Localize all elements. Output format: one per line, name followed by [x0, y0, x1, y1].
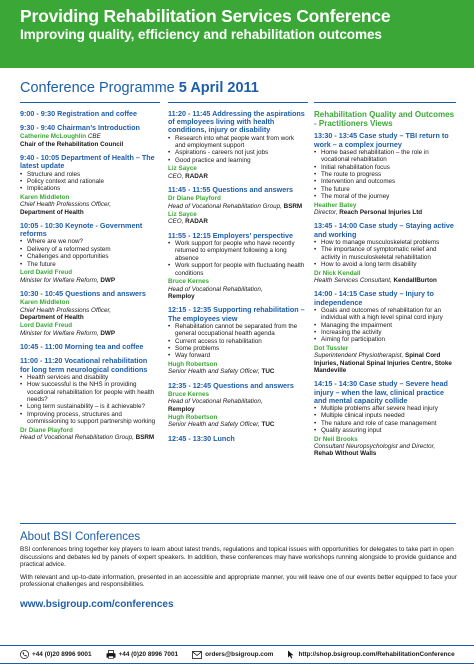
speaker-role-line: [168, 203, 306, 210]
speaker-name-line: [168, 165, 306, 172]
topic-item: • Good practice and learning: [168, 157, 306, 164]
speaker-organisation: Chair of the Rehabilitation Council: [20, 140, 124, 148]
speaker-role-line: [314, 443, 456, 450]
session-title: 10:05 - 10:30 Keynote - Government reforms: [20, 221, 143, 239]
speaker-organisation: BSRM: [281, 202, 303, 210]
programme-session: [20, 290, 158, 337]
speaker-name-line: [20, 427, 158, 434]
speaker-name: Hugh Robertson: [168, 414, 218, 421]
speaker-organisation: BSRM: [133, 434, 155, 441]
programme-session: [168, 382, 306, 429]
topic-item: • How to avoid a long term disability: [314, 261, 456, 268]
phone-number: +44 (0)20 8996 9001: [32, 651, 92, 658]
email-icon: [192, 651, 202, 659]
topic-item: • How to manage musculoskeletal problems: [314, 239, 456, 246]
speaker-name-line: [20, 194, 158, 201]
speaker-name: Dr Nick Kendall: [314, 269, 361, 277]
conference-header: [0, 0, 474, 68]
speaker-role-line: [20, 434, 158, 441]
topic-item: • Improving process, structures and commissioning to support partnership working: [20, 411, 158, 426]
speaker: [20, 133, 158, 148]
speaker-name-line: [314, 202, 456, 209]
topic-item: • Managing the impairment: [314, 322, 456, 329]
about-paragraph-1: BSI conferences bring together key players to learn about latest trends, regulations and topical issues with opportunities for delegates to take part in open discussions and debates led by panels of expert speakers. In addition, these conferences may have workshops running alongside to provide guidance and practical advice.: [20, 546, 457, 569]
speaker-organisation: RADAR: [183, 218, 208, 226]
topic-item: • Home based rehabilitation – the role in vocational rehabilitation: [314, 149, 456, 164]
speaker-name: Dr Diane Playford: [168, 195, 221, 203]
programme-column-2: [168, 110, 306, 449]
column-rule: [314, 102, 456, 103]
speaker-organisation: DWP: [98, 329, 116, 337]
programme-session: [20, 343, 158, 351]
programme-column-3: [314, 110, 456, 464]
speaker-name-line: [168, 278, 306, 285]
speaker-role: Chief Health Professions Officer,: [20, 306, 111, 314]
session-title: 9:40 - 10:05 Department of Health – The latest update: [20, 153, 155, 171]
session-title: 12:45 - 13:30 Lunch: [168, 433, 235, 443]
speaker: [314, 270, 456, 285]
topic-item: • Way forward: [168, 352, 306, 359]
topic-item: • Where are we now?: [20, 238, 158, 245]
programme-session: [20, 222, 158, 284]
session-title: 11:55 - 12:15 Employers’ perspective: [168, 230, 294, 240]
programme-session: [20, 154, 158, 216]
fax-icon: [106, 650, 116, 659]
speaker-role: Minister for Welfare Reform,: [20, 276, 99, 284]
topic-item: • The future: [20, 261, 158, 268]
session-title: 13:45 - 14:00 Case study – Staying active and working: [314, 221, 454, 239]
topic-item: • Structure and roles: [20, 171, 158, 178]
column-rule: [168, 102, 308, 103]
topic-item: • Current access to rehabilitation: [168, 338, 306, 345]
speaker: [168, 391, 306, 413]
speaker: [168, 211, 306, 226]
session-title: 12:15 - 12:35 Supporting rehabilitation – The employees view: [168, 305, 305, 323]
session-title: 9:00 - 9:30 Registration and coffee: [20, 109, 138, 118]
speaker: [168, 195, 306, 210]
fax-number: +44 (0)20 8996 7001: [118, 651, 179, 658]
programme-session: [20, 124, 158, 148]
speaker-organisation: Remploy: [168, 405, 195, 413]
speaker-name: Liz Sayce: [168, 165, 197, 173]
session-topics: [314, 307, 456, 344]
speaker-role-line: [168, 398, 306, 405]
speaker: [168, 165, 306, 180]
email-contact[interactable]: [192, 651, 273, 659]
topic-item: • Research into what people want from work and employment support: [168, 135, 306, 150]
speaker-name: Lord David Freud: [20, 269, 73, 277]
column-rule: [20, 102, 160, 103]
session-title: 14:00 - 14:15 Case study – Injury to independence: [314, 289, 434, 307]
speaker: [168, 414, 306, 429]
fax-contact[interactable]: [106, 650, 179, 659]
contact-footer: [0, 645, 474, 664]
programme-session: [314, 222, 456, 284]
speaker-role: Head of Vocational Rehabilitation Group,: [20, 434, 134, 441]
speaker-role: Minister for Welfare Reform,: [20, 329, 99, 337]
topic-item: • Work support for people with fluctuating health conditions: [168, 262, 306, 277]
track-sessions: [314, 132, 456, 457]
topic-item: • Aiming for participation: [314, 336, 456, 343]
speaker-organisation: Department of Health: [20, 313, 84, 321]
session-title: 9:30 - 9:40 Chairman’s Introduction: [20, 123, 140, 133]
topic-item: • How successful is the NHS in providing vocational rehabilitation for people with health needs?: [20, 381, 158, 403]
speaker-name: Catherine McLoughlin: [20, 133, 87, 141]
programme-session: [20, 110, 158, 118]
speaker-name-line: [168, 414, 306, 421]
topic-item: • Increasing the activity: [314, 329, 456, 336]
about-paragraph-2: With relevant and up-to-date information, presented in an accessible and appropriate manner, you will leave one of our events better equipped to face your professional challenges and responsibilities.: [20, 573, 457, 589]
topic-item: • The route to progress: [314, 171, 456, 178]
programme-session: [168, 186, 306, 226]
speaker-name: Hugh Robertson: [168, 360, 218, 368]
topic-item: • Health services and disability: [20, 374, 158, 381]
topic-item: • Work support for people who have recently returned to employment following a long absence: [168, 240, 306, 262]
speaker: [314, 436, 456, 458]
speaker-role: CEO,: [168, 218, 184, 226]
programme-column-1: [20, 110, 158, 447]
speaker-name: Heather Batey: [314, 201, 357, 209]
speaker-organisation: Spinal Cord Injuries, National Spinal Injuries Centre, Stoke Mandeville: [314, 352, 452, 374]
speaker-name: Lord David Freud: [20, 322, 73, 330]
speaker-role-line: [314, 352, 456, 374]
speaker-name: Bruce Kernes: [168, 390, 209, 398]
section-rule: [20, 523, 456, 524]
speaker-organisation: Department of Health: [20, 208, 84, 216]
speaker-name: Dr Neil Brooks: [314, 435, 358, 443]
session-topics: [314, 239, 456, 269]
session-topics: [314, 405, 456, 435]
topic-item: • The future: [314, 186, 456, 193]
speaker: [20, 269, 158, 284]
session-topics: [168, 323, 306, 360]
session-title: 13:30 - 13:45 Case study – TBI return to work – a complex journey: [314, 131, 449, 149]
speaker-role-line: [168, 173, 306, 180]
speaker-role: Consultant Neuropsychologist and Director,: [314, 443, 436, 451]
speaker-honour: CBE: [86, 133, 101, 141]
speaker-name-line: [314, 436, 456, 443]
web-address: http://shop.bsigroup.com/RehabilitationConference: [298, 651, 455, 658]
speaker-role-line: [168, 368, 306, 375]
conferences-link[interactable]: www.bsigroup.com/conferences: [20, 599, 174, 610]
speaker-role-line: [168, 218, 306, 225]
programme-session: [20, 357, 158, 441]
email-address: orders@bsigroup.com: [205, 651, 274, 658]
speaker-role: Head of Vocational Rehabilitation Group,: [168, 202, 282, 210]
speaker-organisation: RADAR: [183, 172, 208, 180]
speaker-name-line: [20, 299, 158, 306]
speaker-role-line: [20, 307, 158, 314]
programme-session: [314, 132, 456, 216]
speaker-name-line: [314, 270, 456, 277]
programme-session: [168, 110, 306, 180]
session-title: 11:20 - 11:45 Addressing the aspirations of employees living with health conditions, injury or disability: [168, 109, 305, 135]
speaker-role: Superintendent Physiotherapist,: [314, 352, 404, 360]
session-topics: [20, 238, 158, 268]
speaker-organisation: KendallBurton: [391, 276, 437, 284]
topic-item: • Delivery of a reformed system: [20, 246, 158, 253]
speaker-role: Senior Health and Safety Officer,: [168, 421, 260, 429]
session-title: 10:30 - 10:45 Questions and answers: [20, 288, 146, 298]
topic-item: • Rehabilitation cannot be separated from the general occupational health agenda: [168, 323, 306, 338]
topic-item: • The importance of symptomatic relief and activity in musculoskeletal rehabilitation: [314, 246, 456, 261]
speaker-role: Director,: [314, 209, 338, 217]
topic-item: • The moral of the journey: [314, 193, 456, 200]
speaker-role-line: [314, 209, 456, 216]
about-title: About BSI Conferences: [20, 531, 141, 543]
speaker-organisation: DWP: [98, 276, 116, 284]
topic-item: • Aspirations - careers not just jobs: [168, 149, 306, 156]
about-text: [20, 546, 460, 594]
topic-item: • Challenges and opportunities: [20, 253, 158, 260]
cursor-icon: [287, 650, 295, 659]
speaker-role: Head of Vocational Rehabilitation,: [168, 398, 263, 406]
speaker-role-line: [20, 330, 158, 337]
topic-item: • Policy context and rationale: [20, 178, 158, 185]
speaker-name-line: [20, 133, 158, 140]
speaker: [314, 345, 456, 375]
programme-date: 5 April 2011: [178, 80, 259, 96]
speaker-organisation: Rehab Without Walls: [314, 450, 377, 458]
speaker-role: CEO,: [168, 172, 184, 180]
speaker-name: Dot Tussler: [314, 344, 349, 352]
speaker-name: Karen Middleton: [20, 193, 70, 201]
speaker-name-line: [168, 361, 306, 368]
speaker-role: Health Services Consultant,: [314, 276, 392, 284]
topic-item: • Multiple problems after severe head injury: [314, 405, 456, 412]
speaker-name: Liz Sayce: [168, 211, 197, 219]
speaker: [168, 361, 306, 376]
programme-session: [314, 290, 456, 374]
speaker-name: Dr Diane Playford: [20, 426, 73, 434]
track-heading: Rehabilitation Quality and Outcomes - Practitioners Views: [314, 110, 455, 129]
speaker-role-line: [20, 201, 158, 208]
phone-contact[interactable]: [20, 650, 92, 659]
topic-item: • Implications: [20, 185, 158, 192]
speaker-role-line: [314, 277, 456, 284]
topic-item: • Intervention and outcomes: [314, 178, 456, 185]
speaker-name-line: [20, 269, 158, 276]
speaker-organisation: Remploy: [168, 292, 195, 300]
speaker-role: Senior Health and Safety Officer,: [168, 368, 260, 376]
session-title: 11:00 - 11:20 Vocational rehabilitation for long term neurological conditions: [20, 356, 148, 374]
speaker-role-line: [168, 421, 306, 428]
speaker-role-line: [20, 277, 158, 284]
programme-title: [20, 80, 259, 96]
topic-item: • Quality assuring input: [314, 427, 456, 434]
topic-item: • Initial rehabilitation focus: [314, 164, 456, 171]
speaker: [20, 322, 158, 337]
session-topics: [168, 240, 306, 277]
topic-item: • The nature and role of case management: [314, 420, 456, 427]
speaker-name-line: [168, 211, 306, 218]
conference-title: Providing Rehabilitation Services Conference: [20, 6, 391, 26]
speaker-organisation: TUC: [259, 421, 275, 429]
session-title: 12:35 - 12:45 Questions and answers: [168, 380, 294, 390]
session-topics: [20, 374, 158, 426]
conference-subtitle: Improving quality, efficiency and rehabilitation outcomes: [20, 27, 382, 42]
programme-session: [168, 232, 306, 300]
speaker: [314, 202, 456, 217]
session-title: 11:45 - 11:55 Questions and answers: [168, 185, 294, 195]
speaker-organisation: TUC: [259, 368, 275, 376]
speaker-name-line: [20, 322, 158, 329]
speaker: [20, 194, 158, 216]
programme-session: [314, 380, 456, 457]
speaker-organisation: Reach Personal Injuries Ltd: [337, 209, 423, 217]
session-topics: [20, 171, 158, 193]
topic-item: • Some problems: [168, 345, 306, 352]
speaker-role-line: [168, 286, 306, 293]
speaker-name: Bruce Kernes: [168, 278, 209, 286]
session-title: 10:45 - 11:00 Morning tea and coffee: [20, 342, 144, 352]
web-contact[interactable]: [287, 650, 454, 659]
speaker: [168, 278, 306, 300]
speaker-role: Chief Health Professions Officer,: [20, 201, 111, 209]
speaker: [20, 427, 158, 442]
topic-item: • Long term sustainability – is it achievable?: [20, 403, 158, 410]
speaker-name-line: [168, 195, 306, 202]
session-title: 14:15 - 14:30 Case study – Severe head injury – when the law, clinical practice and mental capacity collide: [314, 379, 448, 405]
speaker-name: Karen Middleton: [20, 299, 70, 307]
phone-icon: [20, 650, 29, 659]
topic-item: • Goals and outcomes of rehabilitation for an individual with a high level spinal cord injury: [314, 307, 456, 322]
speaker-name-line: [314, 345, 456, 352]
session-topics: [314, 149, 456, 201]
topic-item: • Multiple clinical inputs needed: [314, 412, 456, 419]
session-topics: [168, 135, 306, 165]
programme-label: Conference Programme: [20, 80, 175, 96]
speaker-role: Head of Vocational Rehabilitation,: [168, 285, 263, 293]
programme-session: [168, 306, 306, 375]
speaker-name-line: [168, 391, 306, 398]
speaker: [20, 299, 158, 321]
programme-session: [168, 435, 306, 443]
